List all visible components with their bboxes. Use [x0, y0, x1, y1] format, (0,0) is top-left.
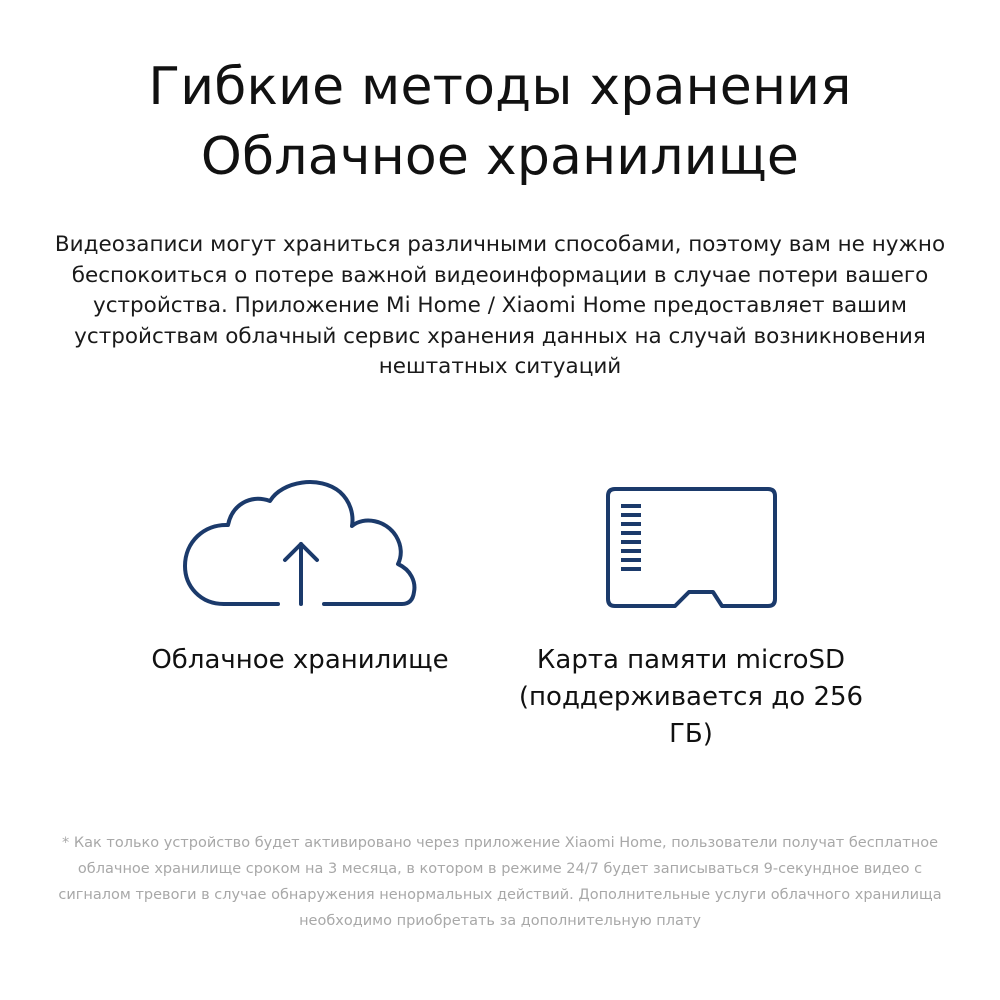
title-line-2: Облачное хранилище [200, 127, 800, 187]
page-title [0, 52, 1000, 192]
sd-contact-pins [621, 504, 641, 571]
microsd-card-label: Карта памяти microSD (поддерживается до 256 ГБ) [518, 645, 864, 749]
footnote-text: * Как только устройство будет активировано через приложение Xiaomi Home, пользователи получат бесплатное облачное хранилище сроком на 3 месяца, в котором в режиме 24/7 будет записываться 9-секундное видео с сигналом тревоги в случае обнаружения ненормальных действий. Дополнительные услуги облачного хранилища необходимо приобретать за дополнительную плату [58, 835, 942, 929]
cloud-upload-icon [182, 474, 418, 614]
description-text: Видеозаписи могут храниться различными способами, поэтому вам не нужно беспокоиться о потере важной видеоинформации в случае потери вашего устройства. Приложение Mi Home / Xiaomi Home предоставляет вашим устройствам облачный сервис хранения данных на случай возникновения нештатных ситуаций [54, 232, 946, 379]
microsd-card-icon [605, 485, 780, 610]
cloud-storage-label: Облачное хранилище [151, 645, 449, 675]
title-line-1: Гибкие методы хранения [148, 57, 852, 117]
